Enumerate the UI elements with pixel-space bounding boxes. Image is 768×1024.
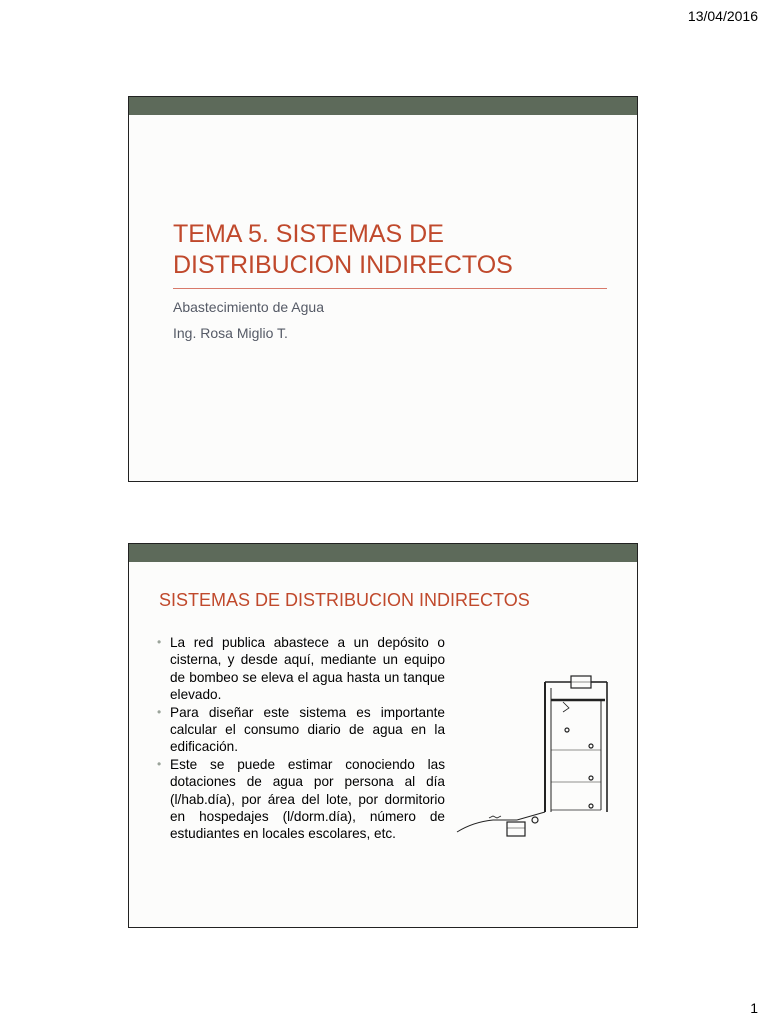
bullet-icon: • (157, 756, 162, 771)
bullet-item (157, 704, 445, 756)
bullet-text: Este se puede estimar conociendo las dotaciones de agua por persona al día (l/hab.día), por área del lote, por dormitorio en hospedajes (l/dorm.día), número de estudiantes en locales escolares, etc. (170, 756, 445, 842)
slide-subtitle-course: Abastecimiento de Agua (173, 299, 324, 315)
cistern-shape (507, 822, 525, 836)
slide-title-line-1: TEMA 5. SISTEMAS DE (173, 220, 444, 248)
slide-header-bar (129, 544, 637, 562)
title-slide (128, 96, 638, 482)
bullet-item (157, 756, 445, 843)
indirect-distribution-diagram (453, 672, 623, 852)
bullet-list (157, 634, 445, 843)
slide-subtitle-author: Ing. Rosa Miglio T. (173, 325, 288, 341)
pump-shape (532, 817, 538, 823)
bullet-icon: • (157, 704, 162, 719)
bullet-icon: • (157, 635, 162, 649)
slide-title-line-2: DISTRIBUCION INDIRECTOS (173, 251, 513, 279)
page-number: 1 (750, 1000, 758, 1016)
slide-header-bar (129, 97, 637, 115)
content-slide (128, 543, 638, 928)
title-divider (173, 288, 607, 289)
page-date: 13/04/2016 (687, 8, 758, 24)
slide-title (173, 219, 603, 281)
slide-heading: SISTEMAS DE DISTRIBUCION INDIRECTOS (159, 590, 530, 610)
bullet-item (157, 634, 445, 704)
bullet-text: Para diseñar este sistema es importante calcular el consumo diario de agua en la edificación. (170, 704, 445, 755)
bullet-text: La red publica abastece a un depósito o cisterna, y desde aquí, mediante un equipo de bombeo se eleva el agua hasta un tanque elevado. (170, 635, 445, 703)
